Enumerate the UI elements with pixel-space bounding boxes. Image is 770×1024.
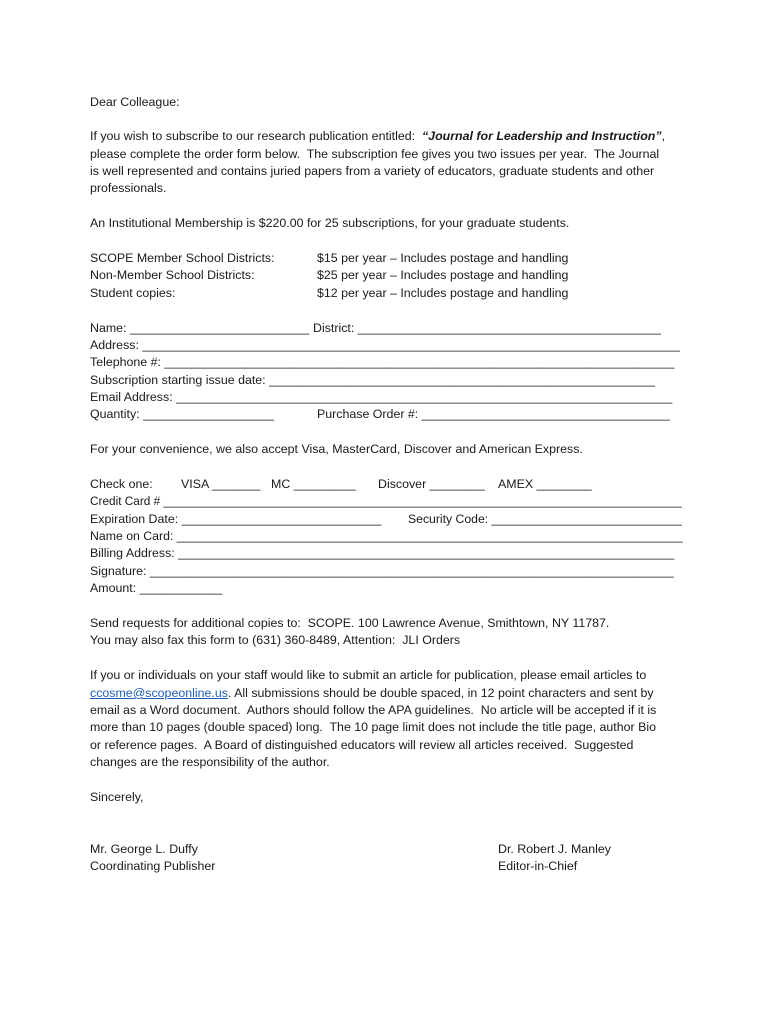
membership-text: An Institutional Membership is $220.00 for 25 subscriptions, for your graduate students. [90,216,570,230]
purchase-order-field[interactable]: Purchase Order #: ____________________________________ [317,407,670,421]
intro-line-1 [90,128,665,145]
quantity-field[interactable]: Quantity: ___________________ [90,407,274,421]
amount-field[interactable]: Amount: ____________ [90,581,223,595]
rate-price-member: $15 per year – Includes postage and handling [317,251,569,265]
district-field[interactable]: District: ____________________________________________ [313,321,661,335]
intro-line-2: please complete the order form below. The subscription fee gives you two issues per year. The Journal [90,147,660,161]
email-field[interactable]: Email Address: ________________________________________________________________________ [90,390,673,404]
submit-line-6: changes are the responsibility of the author. [90,755,330,769]
expiration-field[interactable]: Expiration Date: _____________________________ [90,512,382,526]
submit-line-5: or reference pages. A Board of distinguished educators will review all articles received. Suggested [90,738,634,752]
name-field[interactable]: Name: __________________________ [90,321,310,335]
signatory-1-title: Coordinating Publisher [90,859,216,873]
submit-line-4: more than 10 pages (double spaced) long. The 10 page limit does not include the title page, author Bio [90,720,656,734]
rate-label-nonmember: Non-Member School Districts: [90,268,255,282]
salutation: Dear Colleague: [90,95,180,109]
intro-line-1-text: If you wish to subscribe to our research publication entitled: [90,129,422,143]
rate-label-member: SCOPE Member School Districts: [90,251,275,265]
rate-label-student: Student copies: [90,286,176,300]
submit-line-3: email as a Word document. Authors should follow the APA guidelines. No article will be accepted if it is [90,703,657,717]
submit-line-2-text: . All submissions should be double spaced, in 12 point characters and sent by [227,686,654,700]
send-requests-text: Send requests for additional copies to: SCOPE. 100 Lawrence Avenue, Smithtown, NY 11787. [90,616,610,630]
convenience-text: For your convenience, we also accept Visa, MasterCard, Discover and American Express. [90,442,583,456]
rate-price-student: $12 per year – Includes postage and handling [317,286,569,300]
intro-line-1-end: , [661,129,666,143]
submit-line-1: If you or individuals on your staff would like to submit an article for publication, please email articles to [90,668,647,682]
billing-address-field[interactable]: Billing Address: ________________________________________________________________________ [90,546,675,560]
telephone-field[interactable]: Telephone #: __________________________________________________________________________ [90,355,675,369]
discover-option[interactable]: Discover ________ [378,477,485,491]
fax-text: You may also fax this form to (631) 360-8489, Attention: JLI Orders [90,633,461,647]
security-code-field[interactable]: Security Code: ____________________________ [408,512,682,526]
check-one-label: Check one: [90,477,153,491]
start-issue-field[interactable]: Subscription starting issue date: ________________________________________________________ [90,373,655,387]
amex-option[interactable]: AMEX ________ [498,477,592,491]
intro-line-3: is well represented and contains juried papers from a variety of educators, graduate students and other [90,164,655,178]
visa-option[interactable]: VISA _______ [181,477,261,491]
journal-title: “Journal for Leadership and Instruction” [421,129,662,143]
signatory-2-name: Dr. Robert J. Manley [498,842,611,856]
email-link[interactable]: ccosme@scopeonline.us [90,686,228,700]
name-on-card-field[interactable]: Name on Card: __________________________________________________________________________ [90,529,683,543]
submit-line-2 [90,685,654,702]
signatory-1-name: Mr. George L. Duffy [90,842,198,856]
intro-line-4: professionals. [90,181,167,195]
signature-field[interactable]: Signature: ____________________________________________________________________________ [90,564,674,578]
signatory-2-title: Editor-in-Chief [498,859,578,873]
credit-card-field[interactable]: Credit Card # _______________________________________________________________________________ [90,494,682,508]
mc-option[interactable]: MC _________ [271,477,356,491]
address-field[interactable]: Address: ______________________________________________________________________________ [90,338,680,352]
closing: Sincerely, [90,790,144,804]
rate-price-nonmember: $25 per year – Includes postage and handling [317,268,569,282]
